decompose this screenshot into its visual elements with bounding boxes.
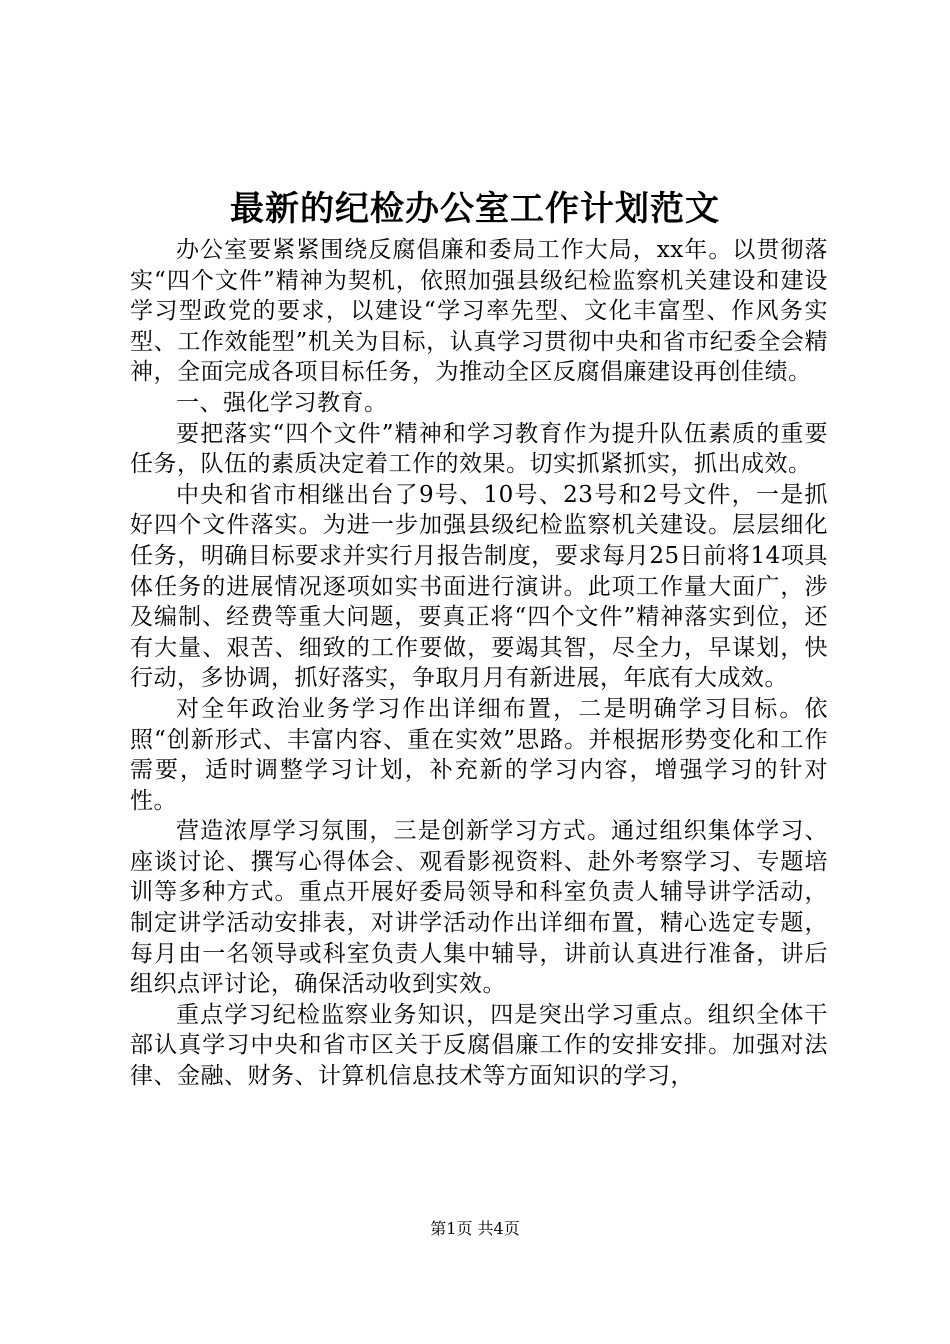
paragraph: 重点学习纪检监察业务知识，四是突出学习重点。组织全体干部认真学习中央和省市区关于反腐倡廉工作的安排安排。加强对法律、金融、财务、计算机信息技术等方面知识的学习， <box>130 1001 828 1090</box>
page-footer: 第1页 共4页 <box>430 1219 520 1238</box>
document-title: 最新的纪检办公室工作计划范文 <box>230 189 720 229</box>
document-body <box>130 235 828 1092</box>
paragraph-intro: 办公室要紧紧围绕反腐倡廉和委局工作大局，xx年。以贯彻落实“四个文件”精神为契机，依照加强县级纪检监察机关建设和建设学习型政党的要求，以建设“学习率先型、文化丰富型、作风务实型、工作效能型”机关为目标，认真学习贯彻中央和省市纪委全会精神，全面完成各项目标任务，为推动全区反腐倡廉建设再创佳绩。 <box>130 237 828 386</box>
paragraph: 对全年政治业务学习作出详细布置，二是明确学习目标。依照“创新形式、丰富内容、重在实效”思路。并根据形势变化和工作需要，适时调整学习计划，补充新的学习内容，增强学习的针对性。 <box>130 695 828 814</box>
paragraph: 中央和省市相继出台了9号、10号、23号和2号文件，一是抓好四个文件落实。为进一步加强县级纪检监察机关建设。层层细化任务，明确目标要求并实行月报告制度，要求每月25日前将14项具体任务的进展情况逐项如实书面进行演讲。此项工作量大面广，涉及编制、经费等重大问题，要真正将“四个文件”精神落实到位，还有大量、艰苦、细致的工作要做，要竭其智，尽全力，早谋划，快行动，多协调，抓好落实，争取月月有新进展，年底有大成效。 <box>130 481 828 692</box>
paragraph: 营造浓厚学习氛围，三是创新学习方式。通过组织集体学习、座谈讨论、撰写心得体会、观看影视资料、赴外考察学习、专题培训等多种方式。重点开展好委局领导和科室负责人辅导讲学活动，制定讲学活动安排表，对讲学活动作出详细布置，精心选定专题，每月由一名领导或科室负责人集中辅导，讲前认真进行准备，讲后组织点评讨论，确保活动收到实效。 <box>130 818 828 998</box>
section-heading-1: 一、强化学习教育。 <box>176 389 388 416</box>
paragraph: 要把落实“四个文件”精神和学习教育作为提升队伍素质的重要任务，队伍的素质决定着工作的效果。切实抓紧抓实，抓出成效。 <box>130 420 828 478</box>
